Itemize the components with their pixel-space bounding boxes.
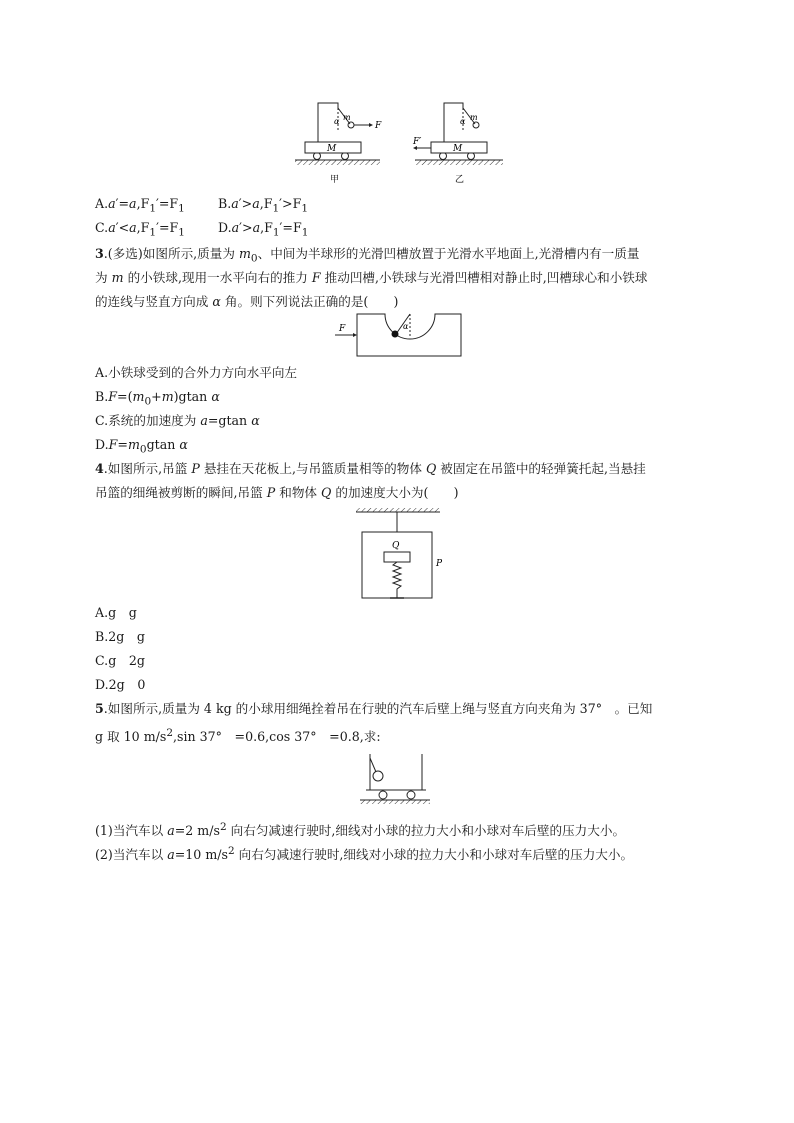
q5-subquestion-2: (2)当汽车以 a=10 $m/s^2$ 向右匀减速行驶时,细线对小球的拉力大小和小球对车后壁的压力大小。: [95, 845, 634, 863]
q3-text-line-3: 的连线与竖直方向成 α 角。则下列说法正确的是( ): [95, 294, 399, 309]
q2-option-B[interactable]: $B.a'>a,F_1'>F_1$: [218, 196, 308, 215]
q3-option-B[interactable]: $B.F=(m_0+m)gtan$ α: [95, 389, 220, 408]
q4-option-D[interactable]: D.2g 0: [95, 677, 146, 692]
q2-options-row-2: [95, 219, 341, 242]
mass-M-label: M: [327, 144, 337, 154]
q-label: Q: [392, 541, 400, 551]
q3-option-C[interactable]: C.系统的加速度为 a=gtan α: [95, 413, 260, 428]
alpha-label-groove: α: [403, 322, 409, 331]
label-jia: 甲: [330, 175, 340, 185]
q4-option-A[interactable]: A.g g: [95, 605, 137, 620]
force-F-label-groove: F: [339, 324, 346, 334]
label-yi: 乙: [455, 175, 465, 185]
figure-car: [356, 752, 436, 808]
q2-option-C[interactable]: $C.a'<a,F_1'=F_1$: [95, 220, 185, 239]
alpha-label: α: [334, 117, 340, 126]
figure-basket: [350, 506, 450, 600]
figure-jia: [295, 103, 382, 185]
q4-option-C[interactable]: C.g 2g: [95, 653, 145, 668]
force-F-label: F: [375, 121, 382, 131]
q3-option-D[interactable]: $D.F=m_0gtan$ α: [95, 437, 188, 456]
m-label: m: [343, 113, 351, 122]
q4-option-B[interactable]: B.2g g: [95, 629, 145, 644]
q3-option-A[interactable]: A.小铁球受到的合外力方向水平向左: [95, 365, 298, 380]
q5-text-line-2: g 取 10 $m/s^2,\sin$ 37° =0.6,cos 37° =0.8,求:: [95, 727, 381, 745]
q2-option-D[interactable]: $D.a'>a,F_1'=F_1$: [218, 220, 309, 239]
q2-option-A[interactable]: $A.a'=a,F_1'=F_1$: [95, 196, 185, 215]
figure-groove: [335, 312, 465, 360]
q2-options-row-1: [95, 195, 341, 218]
q5-subquestion-1: (1)当汽车以 a=2 $m/s^2$ 向右匀减速行驶时,细线对小球的拉力大小和小球对车后壁的压力大小。: [95, 821, 626, 839]
q3-text-line-1: 3.(多选)如图所示,质量为 $m_0$、中间为半球形的光滑凹槽放置于光滑水平地面上,光滑槽内有一质量: [95, 246, 640, 265]
figure-carts-jia-yi: [285, 98, 515, 190]
p-label: P: [436, 559, 443, 569]
force-Fp-label: F′: [413, 137, 422, 147]
mass-M-label-2: M: [453, 144, 463, 154]
figure-yi: [412, 103, 503, 185]
q5-text-line-1: 5.如图所示,质量为 4 kg 的小球用细绳拴着吊在行驶的汽车后壁上绳与竖直方向夹角为 37° 。已知: [95, 701, 653, 716]
q3-text-line-2: 为 m 的小铁球,现用一水平向右的推力 F 推动凹槽,小铁球与光滑凹槽相对静止时,凹槽球心和小铁球: [95, 270, 648, 285]
alpha-label-2: α: [460, 117, 466, 126]
q4-text-line-2: 吊篮的细绳被剪断的瞬间,吊篮 P 和物体 Q 的加速度大小为( ): [95, 485, 459, 500]
q4-text-line-1: 4.如图所示,吊篮 P 悬挂在天花板上,与吊篮质量相等的物体 Q 被固定在吊篮中的轻弹簧托起,当悬挂: [95, 461, 646, 476]
m-label-2: m: [470, 113, 478, 122]
